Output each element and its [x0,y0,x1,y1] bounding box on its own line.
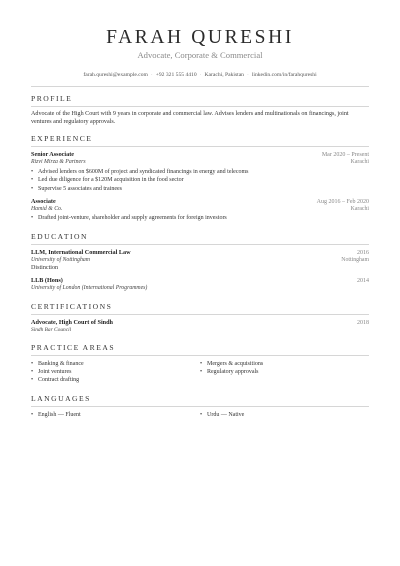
practice-item: • Mergers & acquisitions [200,360,369,368]
degree-note: Distinction [31,265,59,272]
candidate-name: FARAH QURESHI [106,27,294,48]
section-title: PRACTICE AREAS [31,343,369,356]
language-list-left [31,411,200,419]
employer: Rizvi Mirza & Partners [31,159,86,166]
experience-entry [31,151,369,192]
section-title: PROFILE [31,94,369,107]
education-entry [31,249,369,273]
job-role: Associate [31,197,56,205]
language-list-right [200,411,369,419]
experience-entry [31,198,369,223]
practice-columns [31,359,369,385]
contact-line [31,72,369,79]
practice-list-right [200,360,369,385]
language-item: • English — Fluent [31,411,200,419]
separator: · [199,72,202,78]
practice-item: • Banking & finance [31,360,200,368]
job-location: Karachi [350,205,369,212]
practice-item: • Regulatory approvals [200,368,369,376]
practice-item: • Joint ventures [31,368,200,376]
bullet-item: • Led due diligence for a $120M acquisition in the food sector [31,176,369,184]
certification-name: Advocate, High Court of Sindh [31,318,113,326]
separator: · [150,72,153,78]
section-title: LANGUAGES [31,394,369,407]
experience-section [31,134,369,222]
bullet-item: • Drafted joint-venture, shareholder and supply agreements for foreign investors [31,214,369,222]
resume-header [31,0,369,79]
certification-entry [31,319,369,334]
job-bullets [31,214,369,222]
separator: · [246,72,249,78]
language-item: • Urdu — Native [200,411,369,419]
phone-number: +92 321 555 4410 [155,72,197,78]
candidate-title: Advocate, Corporate & Commercial [137,50,263,60]
school-location: Nottingham [341,256,369,263]
degree: LLM, International Commercial Law [31,248,131,256]
practice-list-left [31,360,200,385]
section-title: EDUCATION [31,232,369,245]
education-entry [31,277,369,293]
profile-section [31,94,369,126]
section-title: CERTIFICATIONS [31,302,369,315]
employer: Hamid & Co. [31,205,63,212]
profile-text: Advocate of the High Court with 9 years in corporate and commercial law. Advises lenders and multinationals on financings, joint ventures and regulatory approvals. [31,111,349,126]
languages-section [31,394,369,419]
language-columns [31,410,369,419]
education-section [31,232,369,293]
practice-areas-section [31,343,369,385]
job-bullets [31,168,369,193]
school: University of London (International Programmes) [31,285,148,292]
bullet-item: • Advised lenders on $600M of project and syndicated financings in energy and telecoms [31,168,369,176]
job-role: Senior Associate [31,151,75,159]
header-divider [31,86,369,87]
practice-item: • Contract drafting [31,376,200,384]
school: University of Nottingham [31,256,90,263]
bullet-item: • Supervise 5 associates and trainees [31,185,369,193]
job-dates: Mar 2020 – Present [321,152,369,159]
job-dates: Aug 2016 – Feb 2020 [316,198,369,205]
email-link[interactable]: farah.qureshi@example.com [83,72,148,78]
degree: LLB (Hons) [31,277,63,285]
location: Karachi, Pakistan [204,72,244,78]
certifications-section [31,302,369,334]
job-location: Karachi [350,159,369,166]
certification-year: 2018 [357,319,369,326]
graduation-year: 2016 [357,249,369,256]
section-title: EXPERIENCE [31,134,369,147]
certification-issuer: Sindh Bar Council [31,326,72,333]
graduation-year: 2014 [357,278,369,285]
linkedin-link[interactable]: linkedin.com/in/farahqureshi [251,72,317,78]
